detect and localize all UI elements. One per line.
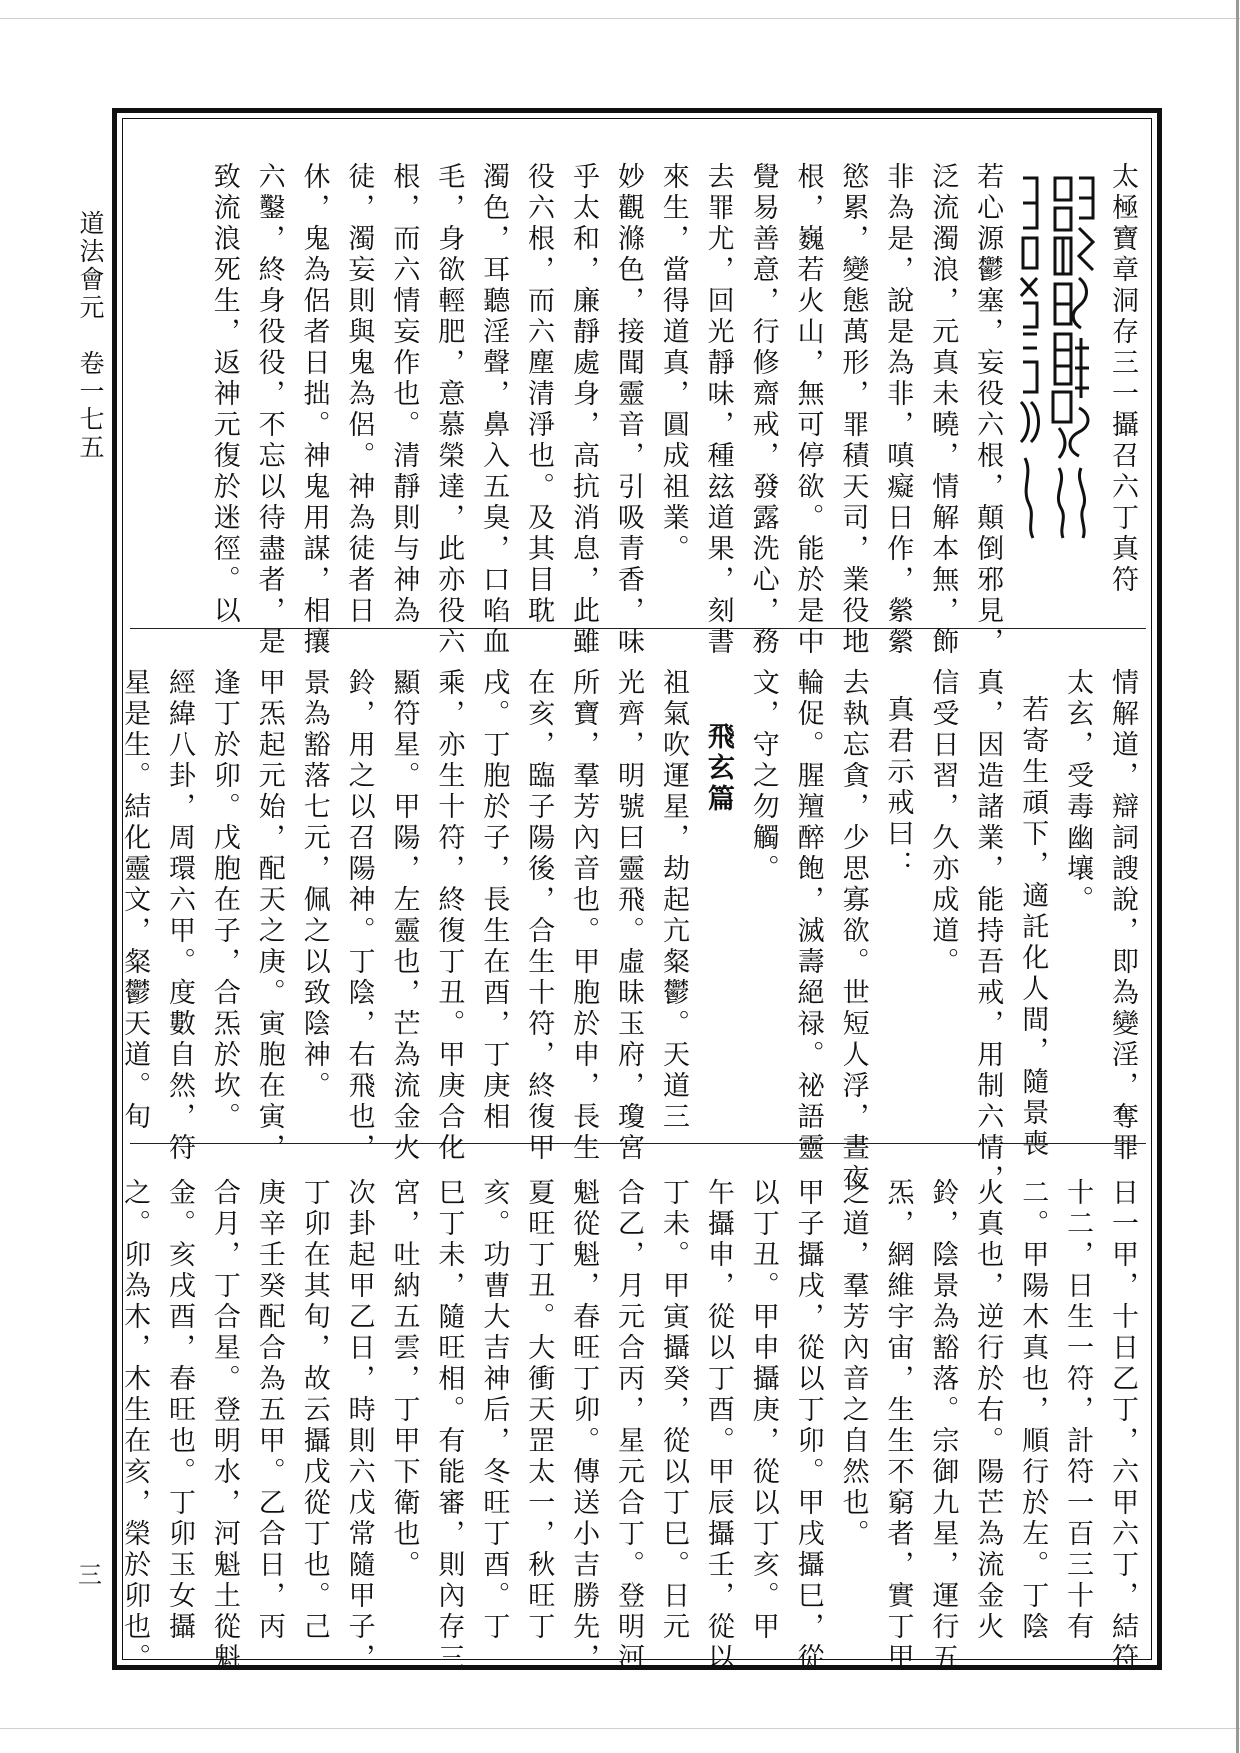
text-column: 六鑿，終身役役，不忘以待盡者，是: [253, 162, 285, 658]
text-column: 戌。丁胞於子，長生在酉，丁庚相: [478, 668, 510, 1133]
text-column: 太極寶章洞存三一攝召六丁真符: [1107, 162, 1138, 596]
text-column: 妙觀滌色，接聞靈音，引吸青香，味: [612, 162, 644, 658]
text-column: 毛，身欲輕肥，意慕榮達，此亦役六: [433, 162, 465, 658]
text-column: 炁，網維宇宙，生生不窮者，實丁甲: [882, 1178, 914, 1674]
text-column: 丁卯在其旬，故云攝戊從丁也。己: [298, 1178, 330, 1643]
text-column: 徒，濁妄則與鬼為侶。神為徒者日: [343, 162, 375, 627]
text-column: 甲炁起元始，配天之庚。寅胞在寅，: [253, 668, 285, 1164]
text-column: 致流浪死生，返神元復於迷徑。以: [208, 162, 240, 627]
text-column: 去執忘貪，少思寡欲。世短人浮，晝夜: [837, 668, 869, 1195]
text-column: 逢丁於卯。戊胞在子，合炁於坎。: [208, 668, 240, 1133]
text-column: 顯符星。甲陽，左靈也，芒為流金火: [388, 668, 420, 1164]
text-column: 覺易善意，行修齋戒，發露洗心，務: [747, 162, 779, 658]
text-column: 根，而六情妄作也。清靜則与神為: [388, 162, 420, 627]
text-column: 太玄，受毒幽壤。: [1062, 668, 1094, 916]
text-column: 二。甲陽木真也，順行於左。丁陰: [1017, 1178, 1049, 1643]
text-column: 景為豁落七元，佩之以致陰神。: [298, 668, 330, 1102]
text-column: 庚辛壬癸配合為五甲。乙合日，丙: [253, 1178, 285, 1643]
text-column: 合乙，月元合丙，星元合丁。登明河: [613, 1178, 645, 1674]
text-column: 鈴，陰景為豁落。宗御九星，運行五: [927, 1178, 959, 1674]
text-column: 若心源鬱塞，妄役六根，顛倒邪見，: [972, 162, 1004, 658]
text-column: 光齊，明號曰靈飛。虛昧玉府，瓊宮: [613, 668, 645, 1164]
text-column: 乎太和，廉靜處身，高抗消息，此雖: [567, 162, 599, 658]
text-column: 信受日習，久亦成道。: [927, 668, 959, 978]
text-column: 鈴，用之以召陽神。丁陰，右飛也，: [343, 668, 375, 1164]
text-column: 經緯八卦，周環六甲。度數自然，符: [163, 668, 195, 1164]
text-column: 日一甲，十日乙丁，六甲六丁，結符: [1107, 1178, 1138, 1674]
section-middle: [119, 668, 1144, 1195]
text-column: 宮，吐納五雲，丁甲下衛也。: [388, 1178, 420, 1581]
text-column: 泛流濁浪，元真未曉，情解本無，飾: [927, 162, 959, 658]
text-column: 濁色，耳聽淫聲，鼻入五臭，口啗血: [478, 162, 510, 658]
text-column: 根，巍若火山，無可停欲。能於是中: [792, 162, 824, 658]
section-heading: 飛玄篇: [702, 722, 734, 815]
text-column: 星是生。結化靈文，粲鬱天道。旬: [119, 668, 151, 1133]
text-column: 役六根，而六塵清淨也。及其目耽: [523, 162, 555, 627]
text-column: 慾累，變態萬形，罪積天司，業役地: [837, 162, 869, 658]
text-column: 之道，羣芳內音之自然也。: [837, 1178, 869, 1550]
text-column: 乘，亦生十符，終復丁丑。甲庚合化: [433, 668, 465, 1164]
text-column: 之。卯為木，木生在亥，榮於卯也。: [119, 1178, 151, 1674]
text-column: 合月，丁合星。登明水，河魁土從魁: [208, 1178, 240, 1674]
text-column: 祖氣吹運星，劫起亢粲鬱。天道三: [657, 668, 689, 1133]
section-lower: [119, 1178, 1144, 1674]
text-column: 所寶，羣芳內音也。甲胞於申，長生: [568, 668, 600, 1164]
text-column: 次卦起甲乙日，時則六戊常隨甲子，: [343, 1178, 375, 1674]
text-column: 甲子攝戌，從以丁卯。甲戌攝巳，從: [792, 1178, 824, 1674]
text-column: 真，因造諸業，能持吾戒，用制六情，: [972, 668, 1004, 1195]
text-column: 夏旺丁丑。大衝天罡太一，秋旺丁: [523, 1178, 555, 1643]
text-column: 文，守之勿觸。: [747, 668, 779, 885]
talisman-seal-script: [1009, 168, 1099, 548]
text-column: 非為是，說是為非，嗔癡日作，縈縈: [882, 162, 914, 658]
text-column: 午攝申，從以丁酉。甲辰攝壬，從以: [702, 1178, 734, 1674]
text-column: 若寄生頑下，適託化人間，隨景喪: [1017, 695, 1049, 1160]
text-column: 來生，當得道真，圓成祖業。: [657, 162, 689, 565]
text-column: 魁從魁，春旺丁卯。傳送小吉勝先，: [568, 1178, 600, 1674]
top-rule: [0, 18, 1240, 19]
text-column: 休，鬼為侶者日拙。神鬼用謀，相攘: [298, 162, 330, 658]
text-column: 巳丁未，隨旺相。有能審，則內存三: [433, 1178, 465, 1674]
text-column: 輪促。腥羶醉飽，滅壽絕禄。祕語靈: [792, 668, 824, 1164]
text-column: 丁未。甲寅攝癸，從以丁巳。日元: [657, 1178, 689, 1643]
text-column: 在亥，臨子陽後，合生十符，終復甲: [523, 668, 555, 1164]
text-column: 去罪尤，回光靜味，種玆道果，刻書: [702, 162, 734, 658]
page-edge: [1236, 0, 1239, 1753]
text-column: 真君示戒曰：: [882, 695, 914, 881]
section-upper: [132, 162, 1144, 658]
text-column: 情解道，辯詞謏說，即為變淫，奪罪: [1107, 668, 1138, 1164]
talisman-glyph-icon: [1009, 168, 1099, 548]
text-column: 亥。功曹大吉神后，冬旺丁酉。丁: [478, 1178, 510, 1643]
running-title: 道法會元 卷一七五: [76, 210, 105, 462]
text-column: 以丁丑。甲申攝庚，從以丁亥。甲: [747, 1178, 779, 1643]
text-column: 金。亥戌酉，春旺也。丁卯玉女攝: [163, 1178, 195, 1643]
text-column: 十二，日生一符，計符一百三十有: [1062, 1178, 1094, 1643]
page-number: 三: [78, 1561, 102, 1589]
text-column: 火真也，逆行於右。陽芒為流金火: [972, 1178, 1004, 1643]
bottom-rule: [0, 1728, 1240, 1729]
